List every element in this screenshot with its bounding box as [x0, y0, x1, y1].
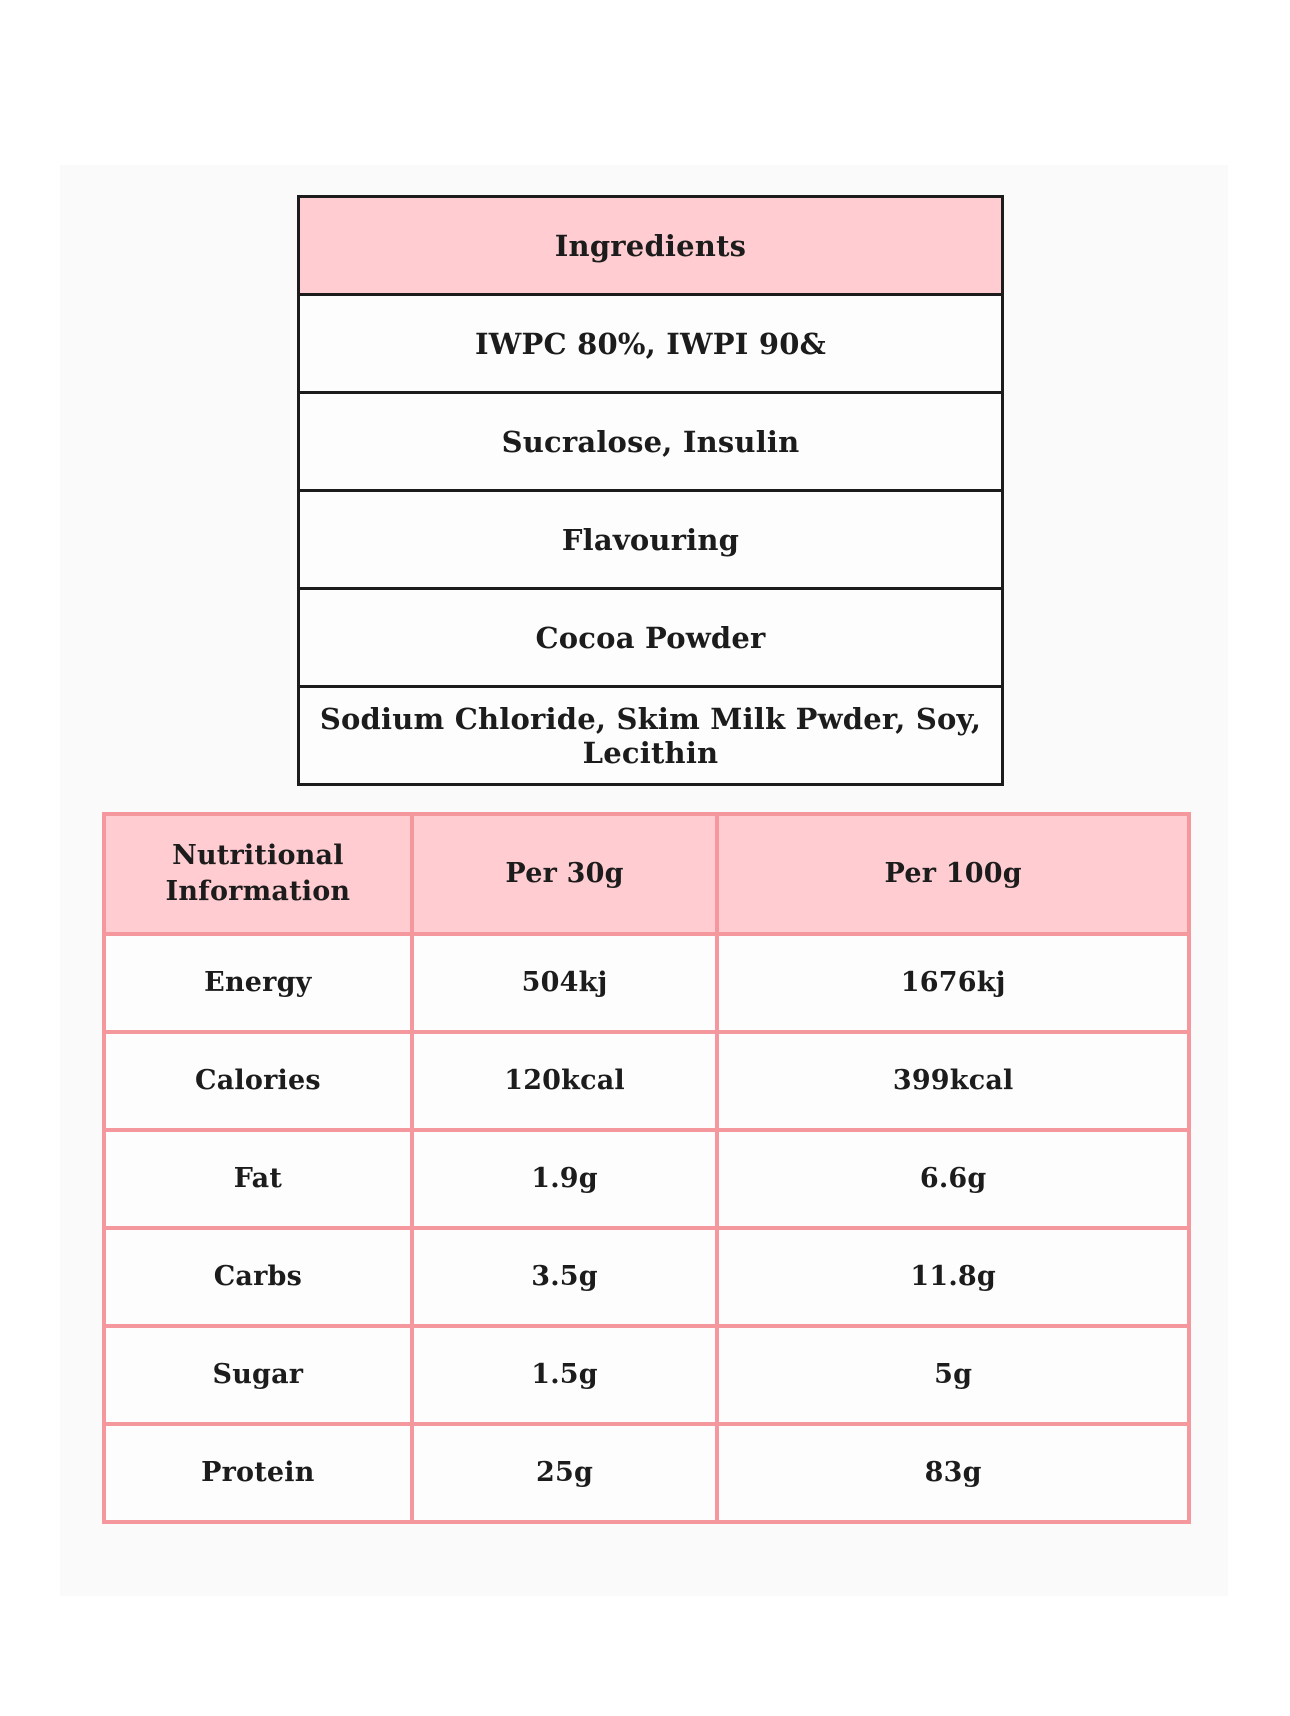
- nutrition-row-label: Protein: [106, 1426, 410, 1520]
- nutrition-row-label: Calories: [106, 1034, 410, 1128]
- ingredients-row: IWPC 80%, IWPI 90&: [300, 296, 1001, 391]
- nutrition-row-per100: 11.8g: [719, 1230, 1187, 1324]
- nutrition-row-label: Energy: [106, 936, 410, 1030]
- nutrition-row-per100: 83g: [719, 1426, 1187, 1520]
- nutrition-row-per100: 399kcal: [719, 1034, 1187, 1128]
- nutrition-row-per100: 5g: [719, 1328, 1187, 1422]
- nutrition-row-label: Carbs: [106, 1230, 410, 1324]
- nutrition-row-per30: 25g: [414, 1426, 716, 1520]
- ingredients-row: Sodium Chloride, Skim Milk Pwder, Soy, Lecithin: [300, 688, 1001, 783]
- nutrition-header-info: Nutritional Information: [106, 816, 410, 932]
- nutrition-row-label: Sugar: [106, 1328, 410, 1422]
- nutrition-header-per30: Per 30g: [414, 816, 716, 932]
- ingredients-row: Flavouring: [300, 492, 1001, 587]
- nutrition-header-per100: Per 100g: [719, 816, 1187, 932]
- nutrition-row-per100: 6.6g: [719, 1132, 1187, 1226]
- nutrition-row-per100: 1676kj: [719, 936, 1187, 1030]
- ingredients-row: Sucralose, Insulin: [300, 394, 1001, 489]
- ingredients-row: Cocoa Powder: [300, 590, 1001, 685]
- nutrition-row-per30: 504kj: [414, 936, 716, 1030]
- nutrition-row-label: Fat: [106, 1132, 410, 1226]
- nutrition-row-per30: 1.9g: [414, 1132, 716, 1226]
- nutrition-table: [102, 812, 1191, 1524]
- ingredients-header: Ingredients: [300, 198, 1001, 293]
- nutrition-row-per30: 1.5g: [414, 1328, 716, 1422]
- ingredients-table: [297, 195, 1004, 786]
- nutrition-row-per30: 120kcal: [414, 1034, 716, 1128]
- nutrition-row-per30: 3.5g: [414, 1230, 716, 1324]
